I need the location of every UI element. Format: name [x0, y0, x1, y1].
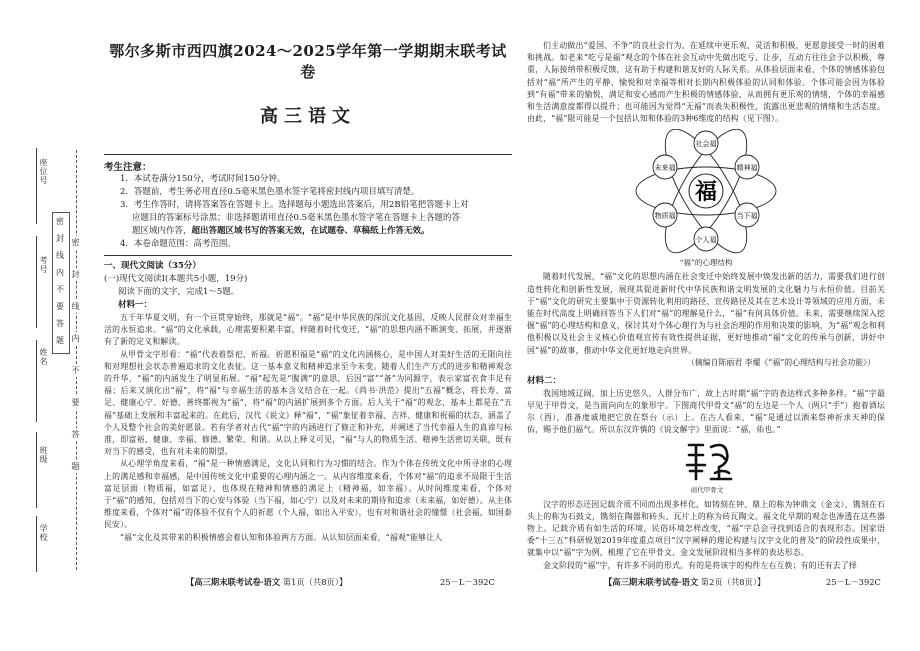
- passage-paragraph: 随着时代发展，“福”文化的思想内涵在社会变迁中始终发展中焕发出新的活力，需要我们进行创造性转化和创新性发展，展现其促进新时代中华民族和谐文明发展的文化魅力与永恒价值。目前关于“福”文化的研究主要集中于资源转化利用的路径、宣传路径及其在艺术设计等领域的应用方面，未能在时代高度上明确回答当下人们对“福”的理解是什么，“福”有何具体价值。未来，需要继续深入挖掘“福”的心理结构和意义，探讨其对个体心理行为与社会治理的作用和决策的影响，为“福”观念和利他积极以及社会主义核心价值观宣传有效性提供证据，更好地推动“福”文化的传承与创新，讲好中国“福”的故事，推动中华文化更好地走向世界。: [527, 272, 885, 355]
- diagram-caption: “福”的心理结构: [679, 258, 733, 268]
- footer-page: 第2页（共8页）】: [700, 577, 766, 587]
- notice-title: 考生注意：: [104, 162, 152, 173]
- subject-title: 高三语文: [260, 106, 356, 127]
- node-present: 当下福: [736, 212, 758, 221]
- seal-char: 答: [69, 428, 82, 441]
- warning-char: 要: [56, 302, 64, 311]
- notice-cont-prefix: 题区域内作答，: [132, 226, 192, 236]
- reading-instruction: 阅读下面的文字，完成1～5题。: [118, 287, 240, 297]
- passage-paragraph: 金文阶段的“福”字，有许多不同的形式。有的是将该字的构件左右互换；有的还有去了择: [543, 560, 857, 570]
- seal-char: 线: [69, 300, 82, 313]
- glyph-caption: 商代甲骨文: [690, 485, 724, 494]
- class-label: 班级: [39, 446, 48, 464]
- footer-code: 25－L－392C: [440, 577, 495, 587]
- seal-char: 题: [69, 460, 82, 473]
- footer-right: [604, 576, 904, 588]
- right-column: [527, 40, 885, 572]
- source-citation: （摘编自陈丽君 李燿《“福”的心理结构与社会功能》）: [686, 357, 875, 367]
- class-line: [36, 432, 37, 508]
- seal-line: [76, 150, 77, 570]
- footer-label: 【高三期末联考试卷·语文: [604, 577, 699, 587]
- oracle-glyph-icon: [527, 439, 885, 487]
- center-char: 福: [694, 179, 718, 206]
- node-personal: 个人福: [695, 236, 717, 245]
- fu-structure-diagram: [527, 129, 885, 257]
- warning-char: 题: [56, 336, 64, 345]
- warning-char: 答: [56, 319, 64, 328]
- material-label: 材料二：: [527, 375, 562, 386]
- notice-item-continued: 应题目的答案标号涂黑；非选择题请用直径0.5毫米黑色墨水签字笔在答题卡上各题的答: [132, 213, 461, 223]
- oracle-glyph-figure: [527, 439, 885, 497]
- footer-page: 第1页（共8页）】: [282, 577, 348, 587]
- notice-item: 1．本试卷满分150分，考试时间150分钟。: [120, 174, 286, 184]
- footer-left: [186, 576, 496, 588]
- seal-char: 内: [69, 332, 82, 345]
- node-spiritual: 精神福: [736, 164, 758, 173]
- warning-char: 内: [56, 268, 64, 277]
- notice-item-continued: [104, 225, 512, 238]
- notice-divider: [104, 255, 512, 256]
- seal-char: 封: [69, 268, 82, 281]
- notice-bold-warning: 超出答题区域书写的答案无效，在试题卷、草稿纸上作答无效。: [191, 226, 430, 236]
- passage-paragraph: 汉字的形态还因记载介质不同而出现多样化，如铸刻在钟、鼎上的称为钟鼎文（金文），镌刻在石头上的称为石鼓文，镌刻在陶器和砖头、瓦片上的称为砖瓦陶文。福文化早期的观念也渗透在这些器物上。记载介质有如生活的环境，民俗环境怎样改变，“福”字总会寻找到适合的表现形态。国家语委“十三五”科研规划2019年度重点项目“汉字阐释的理论构建与汉字文化的普及”的阶段性成果中，就集中以“福”字为例，梳理了它在甲骨文、金文发展阶段相当多样的表达形态。: [527, 499, 885, 558]
- footer-label: 【高三期末联考试卷·语文: [186, 577, 281, 587]
- passage-paragraph: 五千年华夏文明，有一个亘贯穿始终，那就是“福”。“福”是中华民族的深沉文化基因，反映人民群众对幸福生活的永恒追求。“福”的文化承载，心理需要积累丰富，样随着时代变迁，“福”的思想内涵不断演变、拓展，并逐渐有了新的定义和解读。: [104, 313, 512, 347]
- header-divider: [104, 154, 512, 155]
- notice-item: 4．本卷命题范围：高考范围。: [120, 239, 236, 249]
- seat-line: [36, 148, 37, 224]
- section-heading: 一、现代文阅读（35分）: [104, 261, 201, 271]
- node-material: 物质福: [654, 212, 676, 221]
- diagram-svg: [527, 129, 885, 257]
- school-line: [36, 516, 37, 572]
- subsection-heading: (一)现代文阅读Ⅰ(本题共5小题，19分): [104, 274, 248, 284]
- material-label: 材料一：: [118, 300, 153, 310]
- passage-paragraph: 们主动做出“爱国、不争”的良社会行为，在延续中更乐观、灵活和积极，更愿意接受一时的困难和挑战。如老来“吃亏是福”观念的个体在社会互动中先做出吃亏、让步，互动方往往会予以积极、尊重，人际接纳带积极反馈，这有助于构建和谐友好的人际关系。从体验层面来看，个体的情感体验包括对“福”所产生的平静、愉悦和对幸福等相对长期内积极体验的认同和体验。个体可能会因为体验到“有福”带来的愉悦，满足和安心感而产生积极的情感体验，从而拥有更乐观的情绪，个体的幸福感和生活满意度都得以提升；也可能因为觉得“无福”而表失积极性，流露出更悲观的情绪和生活态度。由此，“福”限可能是一个包括认知和体验的3种6维度的结构（见下图）。: [527, 41, 885, 124]
- passage-paragraph: “福”文化及其带来的积极情感会着认知和体验两方方面。从认知层面来看，“福观”能够让人: [120, 532, 443, 542]
- notice-item: 2．答题前，考生务必用直径0.5毫米黑色墨水签字笔将密封线内项目填写清楚。: [120, 187, 420, 197]
- school-label: 学校: [39, 524, 48, 542]
- notice-item: 3．考生作答时，请将答案答在答题卡上。选择题每小题选出答案后，用2B铅笔把答题卡上对: [120, 200, 469, 210]
- passage-paragraph: 从心理学角度来看，“福”是一种情感满足，文化认同和行为习惯的结合。作为个体在传统文化中所寻求的心理上的满足感和幸福感，是中国传统文化中重要的心理内涵之一。从内容维度来看，个体对“福”的追求不局限于生活富足层面（物质福，如富足），也体现在精神和情感的满足上（精神福，如幸福）。从时间维度来看，个体对于“福”的感知，包括对当下的心安与体验（当下福，如心宁）以及对未来的期待和追求（未来福，如好德）。从主体维度来看，个体对“福”的体验不仅有个人的祈愿（个人福，如出入平安），也有对和谐社会的憧憬（社会福，如国泰民安）。: [104, 459, 512, 530]
- seal-char: 不: [69, 364, 82, 377]
- node-social: 社会福: [695, 140, 717, 149]
- name-line: [36, 340, 37, 422]
- binding-strip: [0, 0, 98, 651]
- warning-char: 密: [56, 217, 64, 226]
- footer-code: 25－L－392C: [826, 577, 881, 587]
- exam-title: 鄂尔多斯市西四旗2024～2025学年第一学期期末联考试卷: [109, 42, 507, 81]
- seat-label: 座位号: [39, 158, 48, 185]
- warning-char: 不: [56, 285, 64, 294]
- left-column: [104, 40, 512, 544]
- name-label: 姓名: [39, 348, 48, 366]
- seal-char: 密: [69, 236, 82, 249]
- id-label: 考号: [39, 256, 48, 274]
- seal-char: 要: [69, 396, 82, 409]
- warning-char: 封: [56, 234, 64, 243]
- id-line: [36, 236, 37, 328]
- warning-char: 线: [56, 251, 64, 260]
- passage-paragraph: 我国地域辽阔，加上历史悠久，人群分布广，故上古时期“福”字的表达样式多种多样。“福”字最早见于甲骨文，是当面向向左的象形字。下图商代甲骨文“福”的左边是一个人（两只“手”）抱着酒坛尔（酉），准备虔诚地把它放在祭台（示）上。在古人看来，“福”是通过以酒来祭神祈求天神的保佑，赐予他们福气。所以东汉许慎的《说文解字》里面说：“福，佑也。”: [527, 388, 885, 435]
- passage-paragraph: 从甲骨文字形看：“福”代表着祭祀、祈福。祈愿积福是“福”的文化内涵核心，是中国人对美好生活的无限向往和对理想社会状态普遍追求的文化表征。这一基本意义和精神追求至今未变。随着人们生产方式的进步和精神观念的升华，“福”的内涵发生了明显拓展。“福”起先是“腹满”的意思，后因“富”“备”为同源字，表示家富衣食丰足有福；后来又演化出“福”，将“福”与幸福生活的基本含义结合在一起。《尚书·洪范》提出“五福”概念，将长寿、富足、健康心宁、好德、善终都视为“福”，将“福”的内涵扩展到多个方面。后人关于“福”的观念，基本上都是在“五福”基础上发展和丰富起来的。在此后，汉代《说文》释“福”，“福”象征着幸福、吉祥、健康和祝福的状态，涵盖了个人及整个社会的美好愿景。若有学者对古代“福”字的内涵进行了修正和补充，并阐述了当代幸福人生的真谛与标准，即富裕、健康、幸福、修德、繁荣、和谐。从以上释义可见，“福”与人的物质生活、精神生活密切关联，既有对当下的感受，也有对未来的期望。: [104, 349, 512, 457]
- node-future: 未来福: [654, 164, 676, 173]
